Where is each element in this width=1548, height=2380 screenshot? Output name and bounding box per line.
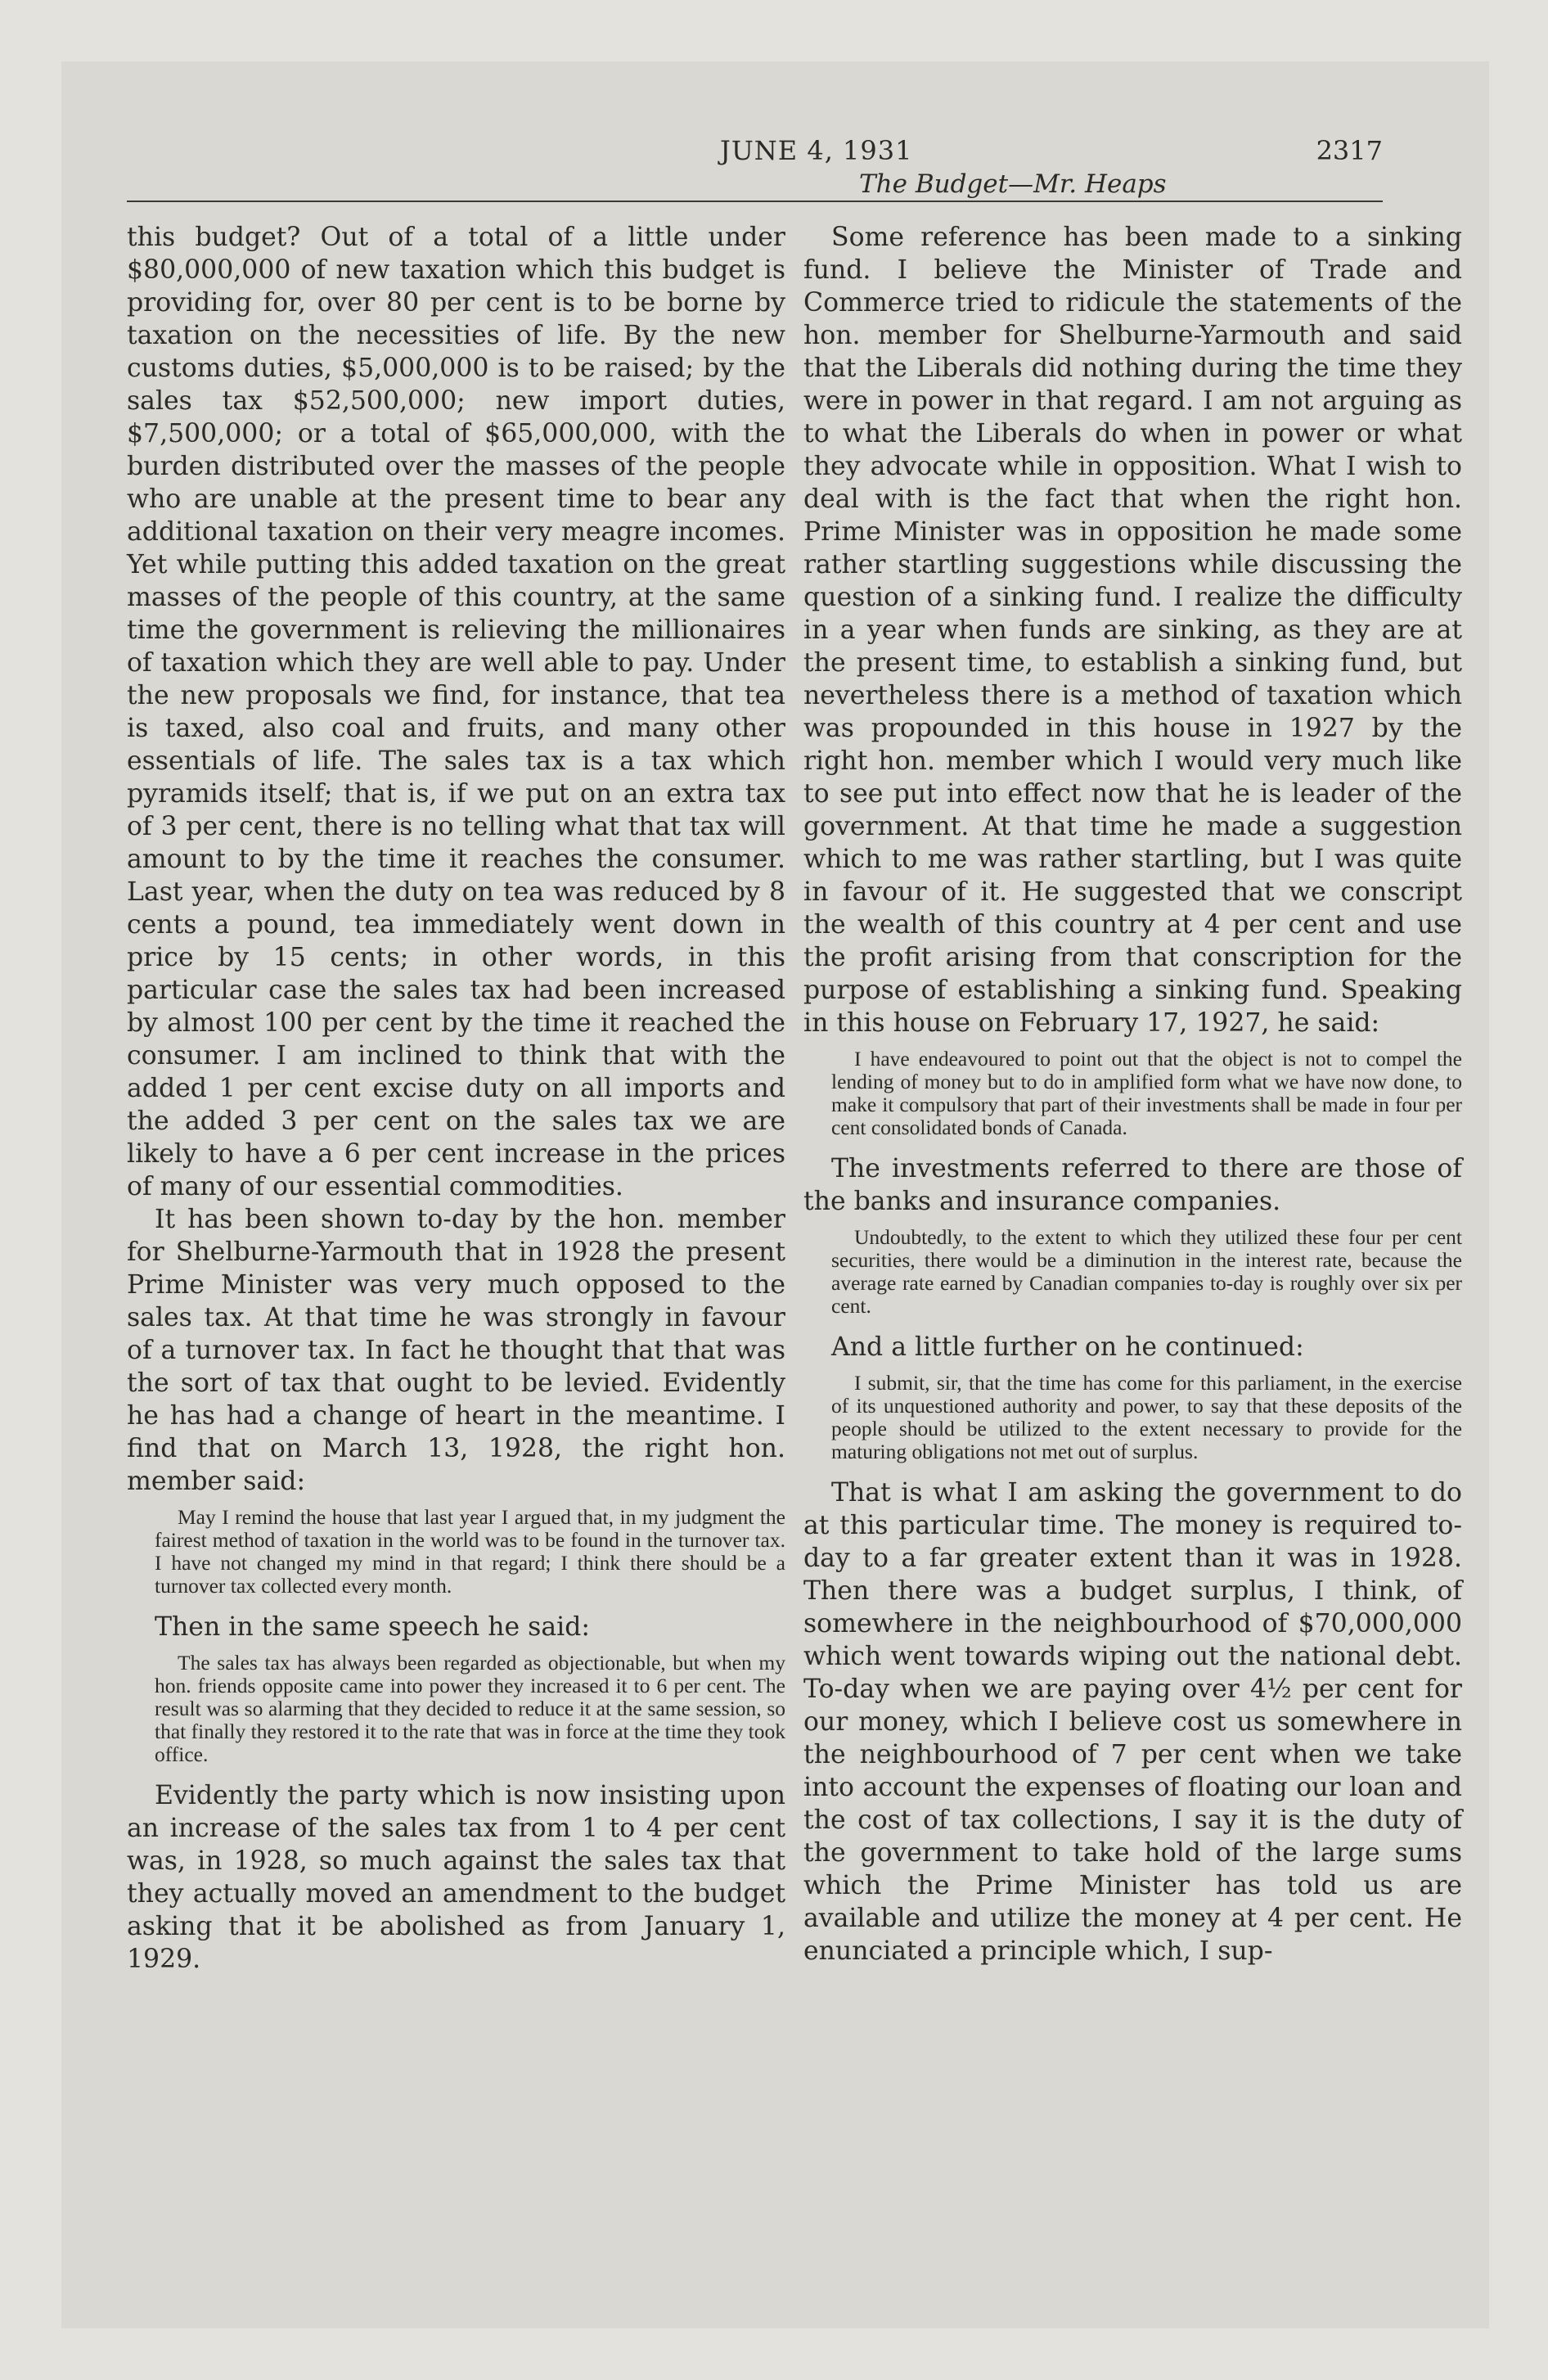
block-quote: May I remind the house that last year I argued that, in my judgment the fairest method of taxation in the world was to be found in the turnover tax. I have not changed my mind in that regard; I think there should be a turnover tax collected every month. bbox=[155, 1505, 785, 1598]
paragraph: this budget? Out of a total of a little under $80,000,000 of new taxation which this budget is providing for, over 80 per cent is to be borne by taxation on the necessities of life. By the new customs duties, $5,000,000 is to be raised; by the sales tax $52,500,000; new import duties, $7,500,000; or a total of $65,000,000, with the burden distributed over the masses of the people who are unable at the present time to bear any additional taxation on their very meagre incomes. Yet while putting this added taxation on the great masses of the people of this country, at the same time the government is relieving the millionaires of taxation which they are well able to pay. Under the new proposals we find, for instance, that tea is taxed, also coal and fruits, and many other essentials of life. The sales tax is a tax which pyramids itself; that is, if we put on an extra tax of 3 per cent, there is no telling what that tax will amount to by the time it reaches the consumer. Last year, when the duty on tea was reduced by 8 cents a pound, tea immediately went down in price by 15 cents; in other words, in this particular case the sales tax had been increased by almost 100 per cent by the time it reached the consumer. I am inclined to think that with the added 1 per cent excise duty on all imports and the added 3 per cent on the sales tax we are likely to have a 6 per cent increase in the prices of many of our essential commodities. bbox=[127, 223, 785, 1201]
block-quote: The sales tax has always been regarded as objectionable, but when my hon. friends opposite came into power they increased it to 6 per cent. The result was so alarming that they decided to reduce it at the same session, so that finally they restored it to the rate that was in force at the time they took office. bbox=[155, 1651, 785, 1766]
block-quote: I submit, sir, that the time has come for this parliament, in the exercise of its unquestioned authority and power, to say that these deposits of the people should be utilized to the extent necessary to provide for the maturing obligations not met out of surplus. bbox=[831, 1371, 1462, 1463]
paragraph: The investments referred to there are those of the banks and insurance companies. bbox=[803, 1154, 1462, 1216]
page-header bbox=[127, 127, 1383, 199]
block-quote: Undoubtedly, to the extent to which they utilized these four per cent securities, there would be a diminution in the interest rate, because the average rate earned by Canadian companies to-day is roughly over six per cent. bbox=[831, 1225, 1462, 1318]
block-quote: I have endeavoured to point out that the object is not to compel the lending of money but to do in amplified form what we have now done, to make it compulsory that part of their investments shall be made in four per cent consolidated bonds of Canada. bbox=[831, 1047, 1462, 1139]
paragraph: It has been shown to-day by the hon. member for Shelburne-Yarmouth that in 1928 the present Prime Minister was very much opposed to the sales tax. At that time he was strongly in favour of a turnover tax. In fact he thought that that was the sort of tax that ought to be levied. Evidently he has had a change of heart in the meantime. I find that on March 13, 1928, the right hon. member said: bbox=[127, 1205, 785, 1496]
paragraph: Then in the same speech he said: bbox=[155, 1612, 590, 1642]
document-page bbox=[61, 61, 1489, 2328]
page-number: 2317 bbox=[1316, 135, 1383, 166]
paragraph: Some reference has been made to a sinking fund. I believe the Minister of Trade and Commerce tried to ridicule the statements of the hon. member for Shelburne-Yarmouth and said that the Liberals did nothing during the time they were in power in that regard. I am not arguing as to what the Liberals do when in power or what they advocate while in opposition. What I wish to deal with is the fact that when the right hon. Prime Minister was in opposition he made some rather startling suggestions while discussing the question of a sinking fund. I realize the difficulty in a year when funds are sinking, as they are at the present time, to establish a sinking fund, but nevertheless there is a method of taxation which was propounded in this house in 1927 by the right hon. member which I would very much like to see put into effect now that he is leader of the government. At that time he made a suggestion which to me was rather startling, but I was quite in favour of it. He suggested that we conscript the wealth of this country at 4 per cent and use the profit arising from that conscription for the purpose of establishing a sinking fund. Speaking in this house on February 17, 1927, he said: bbox=[803, 223, 1462, 1038]
paragraph: And a little further on he continued: bbox=[831, 1332, 1304, 1362]
right-column bbox=[803, 221, 1462, 1968]
paragraph: That is what I am asking the government to do at this particular time. The money is required to-day to a far greater extent than it was in 1928. Then there was a budget surplus, I think, of somewhere in the neighbourhood of $70,000,000 which went towards wiping out the national debt. To-day when we are paying over 4½ per cent for our money, which I believe cost us somewhere in the neighbourhood of 7 per cent when we take into account the expenses of floating our loan and the cost of tax collections, I say it is the duty of the government to take hold of the large sums which the Prime Minister has told us are available and utilize the money at 4 per cent. He enunciated a principle which, I sup- bbox=[803, 1478, 1462, 1966]
left-column bbox=[127, 221, 785, 1976]
header-rule bbox=[127, 201, 1383, 202]
header-date: JUNE 4, 1931 bbox=[720, 135, 913, 166]
paragraph: Evidently the party which is now insisting upon an increase of the sales tax from 1 to 4 per cent was, in 1928, so much against the sales tax that they actually moved an amendment to the budget asking that it be abolished as from January 1, 1929. bbox=[127, 1781, 785, 1974]
header-subject: The Budget—Mr. Heaps bbox=[859, 169, 1167, 199]
